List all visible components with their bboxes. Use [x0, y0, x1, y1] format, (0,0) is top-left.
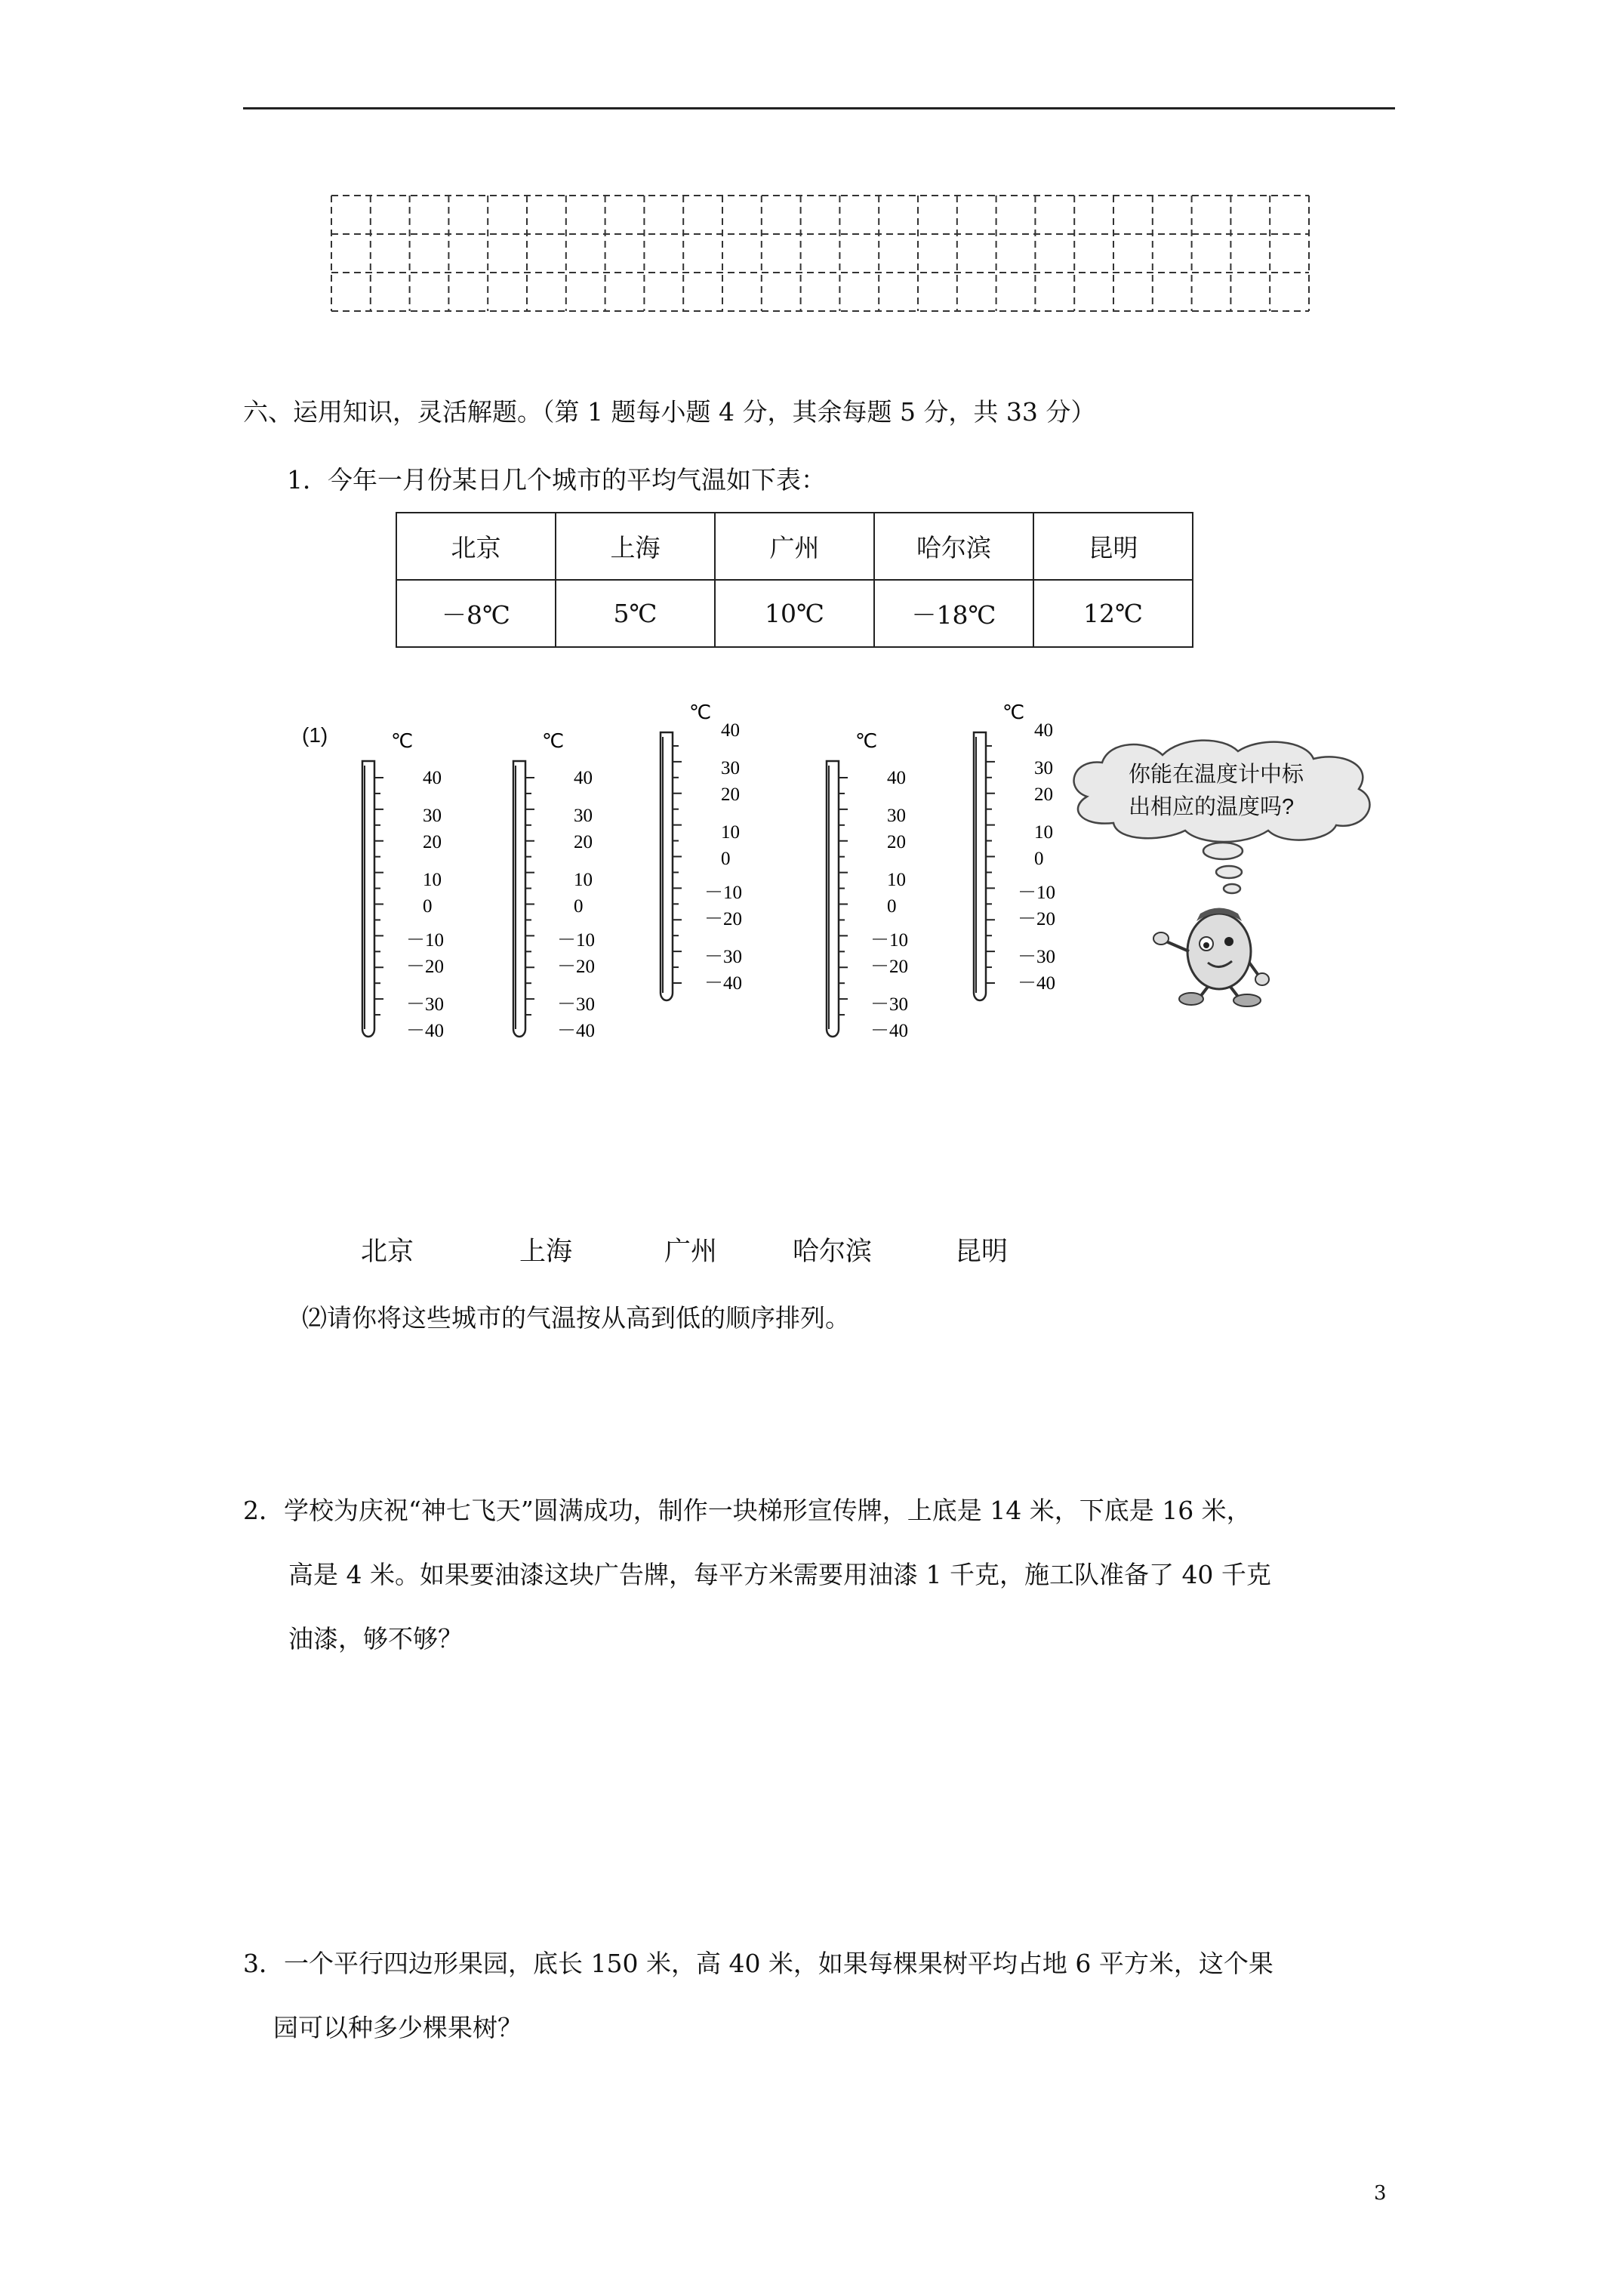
scale-label: －40: [1018, 973, 1056, 994]
scale-label: 10: [574, 870, 593, 890]
scale-label: 0: [1034, 849, 1044, 869]
city-label: 昆明: [955, 1237, 1009, 1267]
scale-label: －20: [557, 957, 596, 977]
scale-label: 40: [721, 720, 740, 741]
table-cell: 上海: [556, 513, 715, 580]
scale-label: －20: [1018, 909, 1056, 929]
question-1-part-2: ⑵请你将这些城市的气温按从高到低的顺序排列。: [302, 1303, 850, 1333]
city-label: 上海: [519, 1237, 573, 1267]
header-rule: [243, 107, 1395, 109]
city-label: 广州: [664, 1237, 718, 1267]
page-number: 3: [1374, 2182, 1387, 2205]
scale-label: －20: [870, 957, 909, 977]
scale-label: －10: [870, 930, 909, 951]
table-row: [396, 513, 1193, 580]
table-cell: 5℃: [556, 580, 715, 647]
scale-label: 40: [887, 768, 906, 788]
scale-label: －30: [1018, 947, 1056, 967]
speech-bubble-text: [1129, 759, 1304, 824]
scale-label: 0: [887, 896, 897, 917]
scale-label: 20: [423, 832, 442, 852]
question-2-line: 2．学校为庆祝“神七飞天”圆满成功，制作一块梯形宣传牌，上底是 14 米，下底是 16 米，: [243, 1496, 1252, 1525]
scale-label: －40: [406, 1021, 445, 1038]
section-heading: 六、运用知识，灵活解题。（第 1 题每小题 4 分，其余每题 5 分，共 33 分）: [243, 397, 1096, 427]
city-label: 哈尔滨: [793, 1237, 873, 1267]
table-cell: 北京: [396, 513, 556, 580]
unit-label: ℃: [1002, 701, 1025, 724]
scale-label: 30: [887, 806, 906, 826]
scale-label: －10: [704, 883, 743, 903]
unit-label: ℃: [391, 730, 414, 753]
unit-label: ℃: [855, 730, 878, 753]
scale-label: －30: [406, 994, 445, 1015]
scale-label: 20: [1034, 784, 1053, 805]
scale-label: －40: [704, 973, 743, 994]
scale-label: －10: [1018, 883, 1056, 903]
scale-label: 0: [423, 896, 433, 917]
speech-line: 出相应的温度吗?: [1129, 795, 1295, 819]
question-3-line: 3．一个平行四边形果园，底长 150 米，高 40 米，如果每棵果树平均占地 6 平方米，这个果: [243, 1949, 1273, 1978]
scale-label: 40: [423, 768, 442, 788]
question-3-line: 园可以种多少棵果树？: [273, 2013, 522, 2042]
city-label: 北京: [361, 1237, 414, 1267]
writing-grid: [331, 195, 1312, 323]
table-row: [396, 580, 1193, 647]
cartoon-character: [1153, 908, 1269, 1007]
speech-line: 你能在温度计中标: [1129, 763, 1304, 787]
scale-label: －30: [870, 994, 909, 1015]
table-cell: －8℃: [396, 580, 556, 647]
scale-label: －10: [557, 930, 596, 951]
table-cell: 广州: [715, 513, 874, 580]
scale-label: －40: [557, 1021, 596, 1038]
table-cell: 哈尔滨: [874, 513, 1033, 580]
scale-label: －30: [704, 947, 743, 967]
scale-label: 20: [887, 832, 906, 852]
table-cell: 10℃: [715, 580, 874, 647]
scale-label: －40: [870, 1021, 909, 1038]
scale-label: 40: [1034, 720, 1053, 741]
table-cell: 12℃: [1033, 580, 1193, 647]
scale-label: 20: [574, 832, 593, 852]
scale-label: 40: [574, 768, 593, 788]
part-1-label: (1): [302, 723, 328, 747]
scale-label: 30: [423, 806, 442, 826]
scale-label: －10: [406, 930, 445, 951]
question-2-line: 高是 4 米。如果要油漆这块广告牌，每平方米需要用油漆 1 千克，施工队准备了 40 千克: [288, 1560, 1271, 1589]
table-cell: 昆明: [1033, 513, 1193, 580]
scale-label: 10: [1034, 822, 1053, 843]
question-2-line: 油漆，够不够？: [288, 1624, 463, 1653]
unit-label: ℃: [542, 730, 565, 753]
scale-label: 10: [423, 870, 442, 890]
unit-label: ℃: [689, 701, 712, 724]
scale-label: 30: [1034, 758, 1053, 778]
scale-label: 20: [721, 784, 740, 805]
table-cell: －18℃: [874, 580, 1033, 647]
scale-label: －30: [557, 994, 596, 1015]
scale-label: 30: [721, 758, 740, 778]
scale-label: －20: [704, 909, 743, 929]
temperature-table: [396, 512, 1193, 648]
scale-label: 0: [574, 896, 584, 917]
scale-label: 30: [574, 806, 593, 826]
scale-label: －20: [406, 957, 445, 977]
question-1-prompt: 1．今年一月份某日几个城市的平均气温如下表：: [287, 465, 826, 495]
scale-label: 0: [721, 849, 731, 869]
scale-label: 10: [887, 870, 906, 890]
scale-label: 10: [721, 822, 740, 843]
